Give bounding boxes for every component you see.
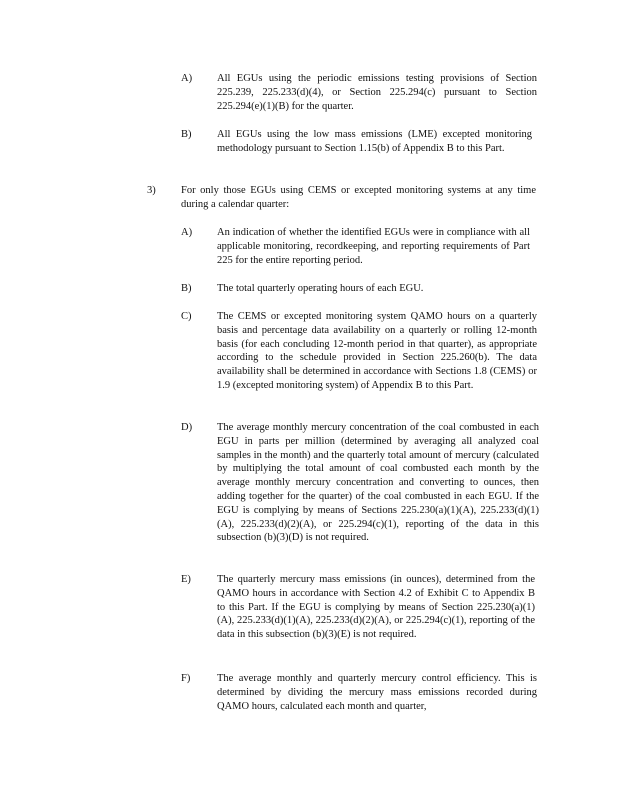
item-label-d: D): [181, 422, 193, 433]
item-text-b1: All EGUs using the low mass emissions (LME) excepted monitoring methodology pursuant to Section 1.15(b) of Appendix B to this Part.: [217, 129, 532, 154]
item-text-f: The average monthly and quarterly mercury control efficiency. This is determined by dividing the mercury mass emissions recorded during QAMO hours, calculated each month and quarter,: [217, 673, 537, 712]
item-text-d: The average monthly mercury concentration of the coal combusted in each EGU in parts per million (determined by averaging all analyzed coal samples in the month) and the quarterly total amount of mercury (calculated by multiplying the total amount of coal combusted each month by the average monthly mercury concentration and converting to ounces, then adding together for the quarter) of the coal combusted in each EGU. If the EGU is complying by means of Sections 225.230(a)(1)(A), 225.233(d)(1)(A), 225.233(d)(2)(A), or 225.294(c)(1), reporting of the data in this subsection (b)(3)(D) is not required.: [217, 422, 539, 544]
item-label-3: 3): [147, 185, 156, 196]
item-text-3: For only those EGUs using CEMS or excepted monitoring systems at any time during a calendar quarter:: [181, 185, 536, 210]
item-text-b2: The total quarterly operating hours of each EGU.: [217, 283, 424, 294]
item-text-e: The quarterly mercury mass emissions (in ounces), determined from the QAMO hours in accordance with Section 4.2 of Exhibit C to Appendix B to this Part. If the EGU is complying by means of Section 225.230(a)(1)(A), 225.233(d)(1)(A), 225.233(d)(2)(A), or 225.294(c)(1), reporting of the data in this subsection (b)(3)(E) is not required.: [217, 574, 535, 641]
item-label-f: F): [181, 673, 191, 684]
item-text-a1: All EGUs using the periodic emissions testing provisions of Section 225.239, 225.233(d)(4), or Section 225.294(c) pursuant to Section 225.294(e)(1)(B) for the quarter.: [217, 73, 537, 112]
item-label-b2: B): [181, 283, 192, 294]
item-label-b1: B): [181, 129, 192, 140]
item-label-a2: A): [181, 227, 193, 238]
item-label-c: C): [181, 311, 192, 322]
item-label-e: E): [181, 574, 191, 585]
item-text-a2: An indication of whether the identified EGUs were in compliance with all applicable monitoring, recordkeeping, and reporting requirements of Part 225 for the entire reporting period.: [217, 227, 530, 266]
item-label-a1: A): [181, 73, 193, 84]
item-text-c: The CEMS or excepted monitoring system QAMO hours on a quarterly basis and percentage data availability on a quarterly or rolling 12-month basis (for each concluding 12-month period in that quarter), as appropriate according to the schedule provided in Section 225.260(b). The data availability shall be determined in accordance with Sections 1.8 (CEMS) or 1.9 (excepted monitoring system) of Appendix B to this Part.: [217, 311, 537, 391]
